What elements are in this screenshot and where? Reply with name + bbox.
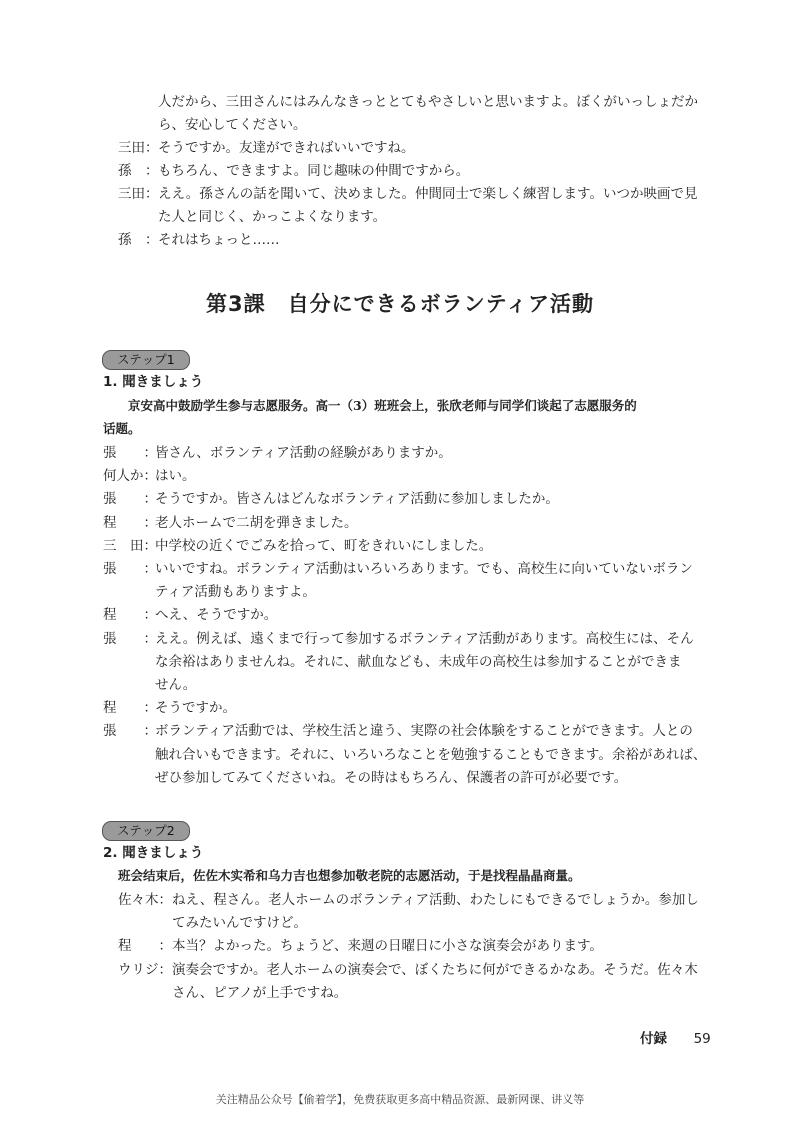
lesson-title: 第3課 自分にできるボランティア活動 bbox=[206, 292, 594, 316]
speaker-label: 程 ： bbox=[103, 700, 157, 717]
footer-note: 关注精品公众号【偷着学】，免费获取更多高中精品资源、最新网课、讲义等 bbox=[215, 1093, 585, 1106]
page-number bbox=[640, 1027, 711, 1047]
dialog-line: 皆さん、ボランティア活動の経験がありますか。 bbox=[155, 445, 452, 461]
dialog-line: はい。 bbox=[155, 468, 196, 485]
dialog-line: 老人ホームで二胡を弾きました。 bbox=[155, 514, 358, 531]
scenario-intro: 京安高中鼓励学生参与志愿服务。高一（3）班班会上，张欣老师与同学们谈起了志愿服务的 bbox=[128, 398, 637, 413]
step-badge: ステップ1 bbox=[102, 350, 190, 370]
dialog-line: それはちょっと…… bbox=[158, 232, 280, 248]
speaker-label: 張 ： bbox=[103, 561, 157, 577]
speaker-label: 張 ： bbox=[103, 723, 157, 740]
dialog-line: てみたいんですけど。 bbox=[172, 915, 307, 932]
dialog-line: 演奏会ですか。老人ホームの演奏会で、ぼくたちに何ができるかなあ。そうだ。佐々木 bbox=[172, 961, 698, 978]
dialog-line: ねえ、程さん。老人ホームのボランティア活動、わたしにもできるでしょうか。参加し bbox=[172, 892, 699, 908]
dialog-line: もちろん、できますよ。同じ趣味の仲間ですから。 bbox=[158, 163, 470, 179]
speaker-label: 三 田： bbox=[103, 537, 157, 554]
section-heading: 2. 聞きましょう bbox=[103, 845, 204, 861]
speaker-label: 何人か： bbox=[103, 468, 157, 485]
dialog-line: な余裕はありませんね。それに、献血なども、未成年の高校生は参加することができま bbox=[155, 653, 682, 670]
dialog-line: ティア活動もありますよ。 bbox=[155, 584, 316, 601]
dialog-line: さん、ピアノが上手ですね。 bbox=[172, 984, 348, 1001]
dialog-line: ボランティア活動では、学校生活と違う、実際の社会体験をすることができます。人との bbox=[155, 723, 693, 740]
page-label: 付録 bbox=[640, 1031, 667, 1047]
dialog-line: 本当？よかった。ちょうど、来週の日曜日に小さな演奏会があります。 bbox=[172, 938, 603, 955]
speaker-label: 佐々木： bbox=[118, 892, 172, 908]
speaker-label: 孫 ： bbox=[118, 163, 159, 179]
speaker-label: 張 ： bbox=[103, 491, 157, 508]
section-heading: 1. 聞きましょう bbox=[103, 374, 204, 390]
speaker-label: 三田： bbox=[118, 140, 159, 156]
speaker-label: 程 ： bbox=[118, 938, 172, 955]
speaker-label: 張 ： bbox=[103, 630, 157, 647]
speaker-label: 孫 ： bbox=[118, 232, 159, 248]
dialog-line: ぜひ参加してみてくださいね。その時はもちろん、保護者の許可が必要です。 bbox=[155, 769, 628, 786]
dialog-line: 触れ合いもできます。それに、いろいろなことを勉強することもできます。余裕があれば、 bbox=[155, 746, 707, 763]
speaker-label: 三田： bbox=[118, 186, 159, 202]
dialog-line: いいですね。ボランティア活動はいろいろあります。でも、高校生に向いていないボラン bbox=[155, 561, 693, 577]
dialog-line: た人と同じく、かっこよくなります。 bbox=[158, 209, 387, 225]
dialog-line: ええ。孫さんの話を聞いて、決めました。仲間同士で楽しく練習します。いつか映画で見 bbox=[158, 186, 698, 202]
speaker-label: ウリジ： bbox=[118, 961, 172, 978]
dialog-line: 人だから、三田さんにはみんなきっととてもやさしいと思いますよ。ぼくがいっしょだか bbox=[158, 94, 698, 110]
dialog-line: へえ、そうですか。 bbox=[155, 607, 278, 624]
dialog-line: そうですか。皆さんはどんなボランティア活動に参加しましたか。 bbox=[155, 491, 559, 508]
page-number-value: 59 bbox=[693, 1031, 711, 1047]
dialog-line: そうですか。 bbox=[155, 700, 236, 717]
dialog-line: そうですか。友達ができればいいですね。 bbox=[158, 140, 415, 156]
dialog-line: ら、安心してください。 bbox=[158, 117, 307, 133]
dialog-line: 中学校の近くでごみを拾って、町をきれいにしました。 bbox=[155, 537, 493, 554]
dialog-line: せん。 bbox=[155, 677, 197, 693]
speaker-label: 張 ： bbox=[103, 445, 157, 461]
step-badge: ステップ2 bbox=[102, 821, 190, 841]
dialog-line: ええ。例えば、遠くまで行って参加するボランティア活動があります。高校生には、そん bbox=[155, 630, 694, 647]
scenario-intro: 班会结束后，佐佐木实希和乌力吉也想参加敬老院的志愿活动，于是找程晶晶商量。 bbox=[118, 868, 581, 883]
scenario-intro: 话题。 bbox=[103, 421, 141, 436]
speaker-label: 程 ： bbox=[103, 607, 157, 624]
speaker-label: 程 ： bbox=[103, 514, 157, 531]
